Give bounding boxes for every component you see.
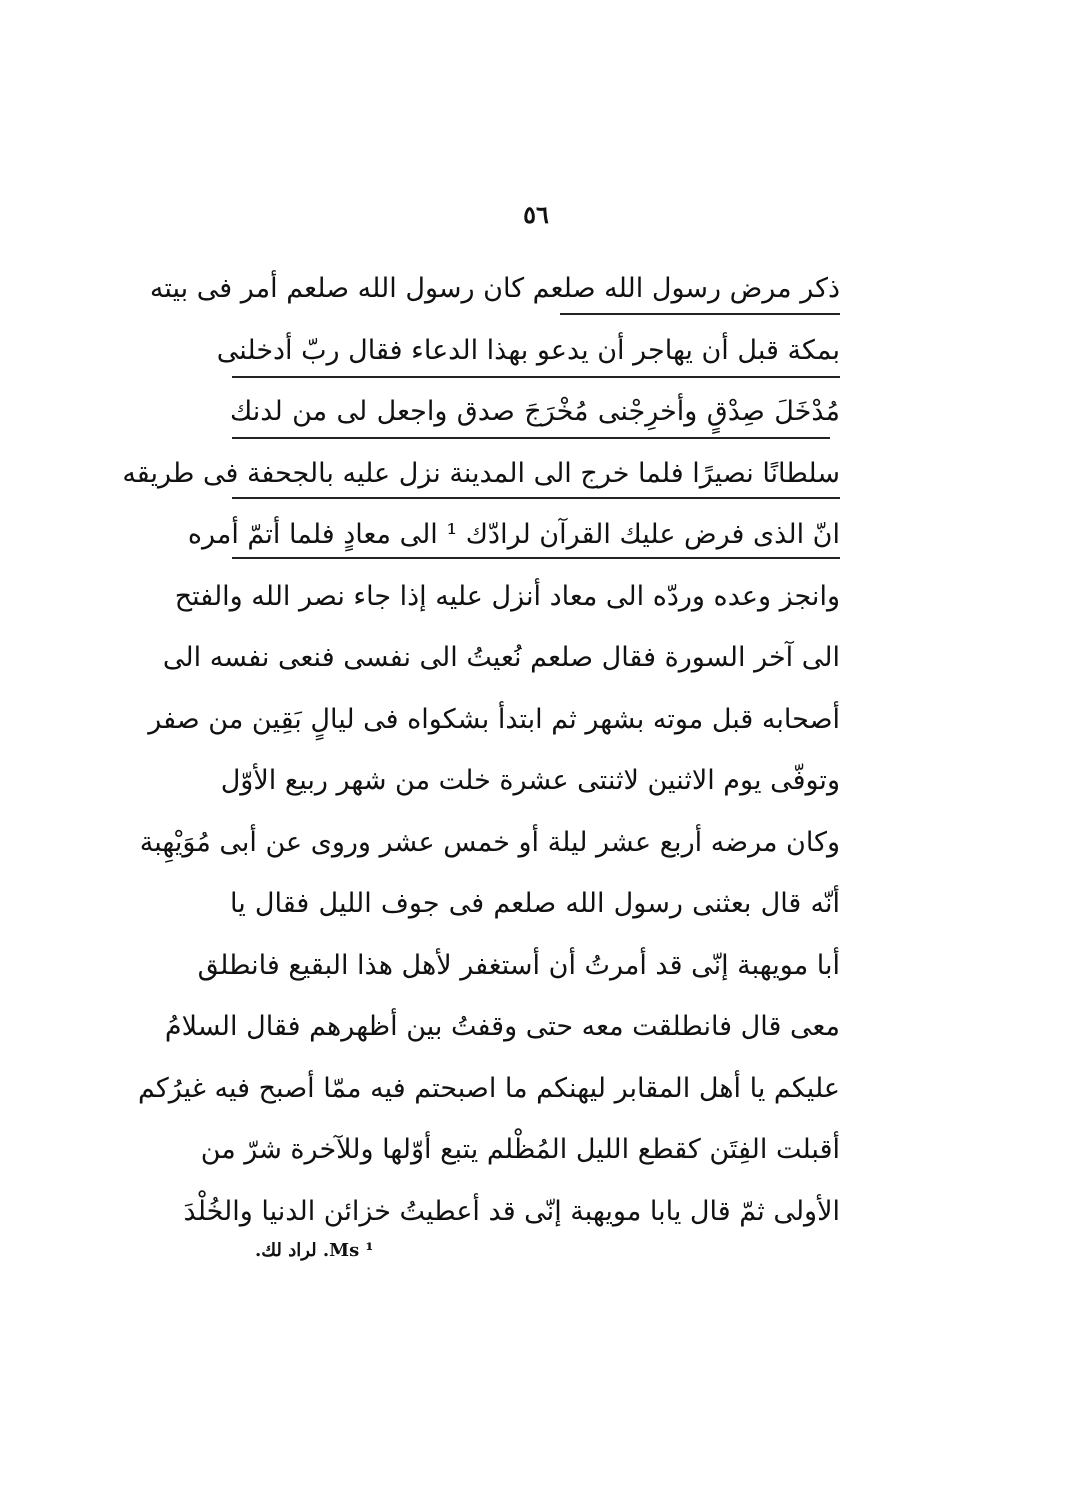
text-line: الأولى ثمّ قال يابا مويهبة إنّى قد أعطيتُ خزائن الدنيا والخُلْدَ — [183, 1195, 840, 1227]
text-line: وكان مرضه أربع عشر ليلة أو خمس عشر وروى عن أبى مُوَيْهِبة — [139, 826, 840, 858]
text-line: أقبلت الفِتَن كقطع الليل المُظْلم يتبع أوّلها وللآخرة شرّ من — [200, 1134, 840, 1165]
text-line: أبا مويهبة إنّى قد أمرتُ أن أستغفر لأهل هذا البقيع فانطلق — [197, 949, 840, 981]
underline-rule — [232, 376, 840, 378]
text-line: انّ الذى فرض عليك القرآن لرادّك ¹ الى معادٍ فلما أتمّ أمره — [187, 519, 840, 550]
footnote: ¹ Ms. لراد لك. — [255, 1240, 374, 1261]
text-line: أصحابه قبل موته بشهر ثم ابتدأ بشكواه فى ليالٍ بَقِين من صفر — [148, 703, 840, 735]
underline-rule — [232, 497, 840, 499]
text-line: عليكم يا أهل المقابر ليهنكم ما اصبحتم فيه ممّا أصبح فيه غيرُكم — [137, 1072, 840, 1104]
text-line: أنّه قال بعثنى رسول الله صلعم فى جوف الليل فقال يا — [230, 888, 840, 919]
text-line: بمكة قبل أن يهاجر أن يدعو بهذا الدعاء فقال ربّ أدخلنى — [216, 334, 840, 366]
text-line: سلطانًا نصيرًا فلما خرج الى المدينة نزل عليه بالجحفة فى طريقه — [122, 457, 840, 489]
main-text — [122, 258, 840, 1242]
page-number: ٥٦ — [523, 200, 549, 229]
text-line: وانجز وعده وردّه الى معاد أنزل عليه إذا جاء نصر الله والفتح — [174, 580, 840, 612]
text-line: ذكر مرض رسول الله صلعم كان رسول الله صلعم أمر فى بيته — [149, 273, 840, 304]
underline-rule — [232, 437, 830, 439]
text-line: معى قال فانطلقت معه حتى وقفتُ بين أظهرهم فقال السلامُ — [164, 1011, 840, 1042]
text-line: وتوفّى يوم الاثنين لاثنتى عشرة خلت من شهر ربيع الأوّل — [220, 765, 840, 796]
text-line: مُدْخَلَ صِدْقٍ وأخرِجْنى مُخْرَجَ صدق واجعل لى من لدنك — [230, 396, 840, 427]
text-line: الى آخر السورة فقال صلعم نُعيتُ الى نفسى فنعى نفسه الى — [162, 642, 840, 673]
underline-rule — [232, 557, 840, 559]
underline-rule — [560, 313, 840, 315]
